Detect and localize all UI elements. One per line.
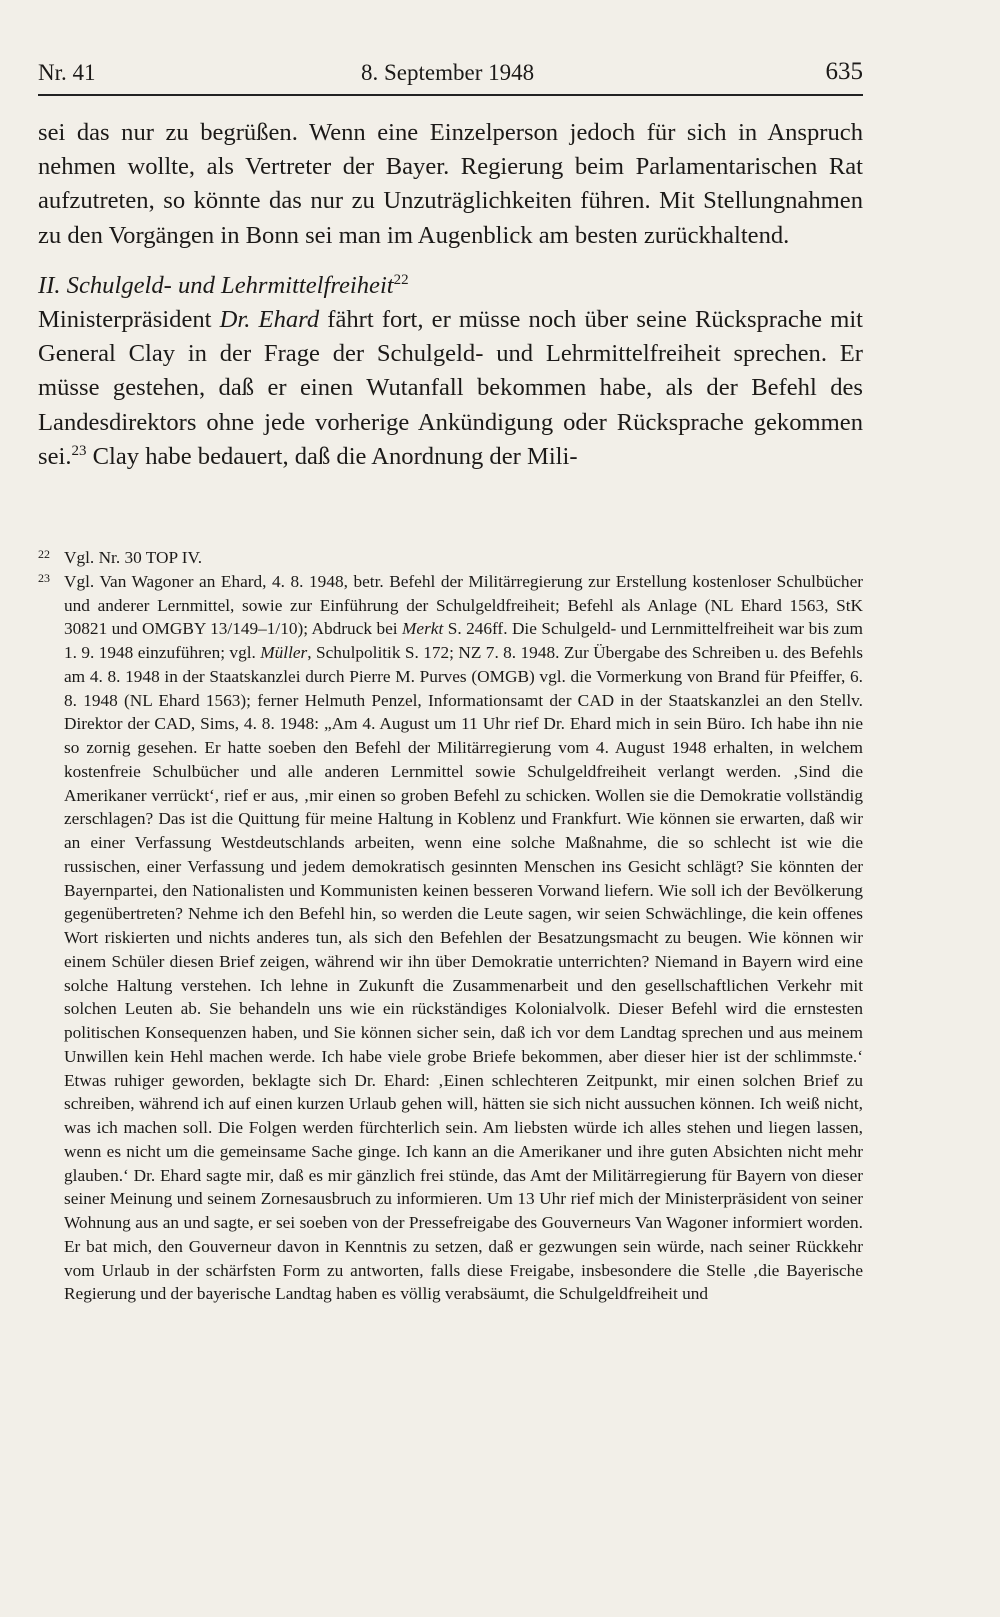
footnote-ref-22[interactable]: 22 <box>393 271 409 288</box>
running-header <box>38 56 863 96</box>
section-heading <box>38 269 863 303</box>
paragraph-2-middle: fährt fort, er müsse noch über seine Rücksprache mit General Clay in der Frage der Schulgeld- und Lehrmittelfreiheit sprechen. Er müsse gestehen, daß er einen Wutanfall bekommen habe, als der Befehl des Landesdirektors ohne jede vorherige Ankündigung oder Rücksprache gekommen sei. <box>38 306 863 470</box>
footnotes <box>38 546 863 1306</box>
paragraph-2 <box>38 303 863 474</box>
header-rule <box>38 94 863 96</box>
cited-author-mueller: Müller <box>260 643 308 662</box>
footnote-text: Vgl. Nr. 30 TOP IV. <box>64 548 203 567</box>
header-date: 8. September 1948 <box>361 60 535 85</box>
paragraph-1: sei das nur zu begrüßen. Wenn eine Einzelperson jedoch für sich in Anspruch nehmen wollte, als Vertreter der Bayer. Regierung beim Parlamentarischen Rat aufzutreten, so könnte das nur zu Unzuträglichkeiten führen. Mit Stellungnahmen zu den Vorgängen in Bonn sei man im Augenblick am besten zurückhaltend. <box>38 119 863 249</box>
paragraph-2-start: Ministerpräsident <box>38 306 220 334</box>
footnote-number: 23 <box>38 570 50 585</box>
footnote-text-part-2: S. 246ff. Die Schulgeld- und Lernmittelfreiheit war bis zum 1. 9. 1948 einzuführen; vgl. <box>64 619 863 662</box>
cited-author-merkt: Merkt <box>402 619 444 639</box>
footnote-text-part-3: , Schulpolitik S. 172; NZ 7. 8. 1948. Zur Übergabe des Schreiben u. des Befehls am 4. 8. 1948 in der Staatskanzlei durch Pierre M. Purves (OMGB) vgl. die Vormerkung von Brand für Pfeiffer, 6. 8. 1948 (NL Ehard 1563); ferner Helmuth Penzel, Informationsamt der CAD in der Staatskanzlei an den Stellv. Direktor der CAD, Sims, 4. 8. 1948: „Am 4. August um 11 Uhr rief Dr. Ehard mich in sein Büro. Ich habe ihn nie so zornig gesehen. Er hatte soeben den Befehl der Militärregierung vom 4. August 1948 erhalten, in welchem kostenfreie Schulbücher und alle anderen Lernmittel sowie Schulgeldfreiheit verlangt werden. ‚Sind die Amerikaner verrückt‘, rief er aus, ‚mir einen so groben Befehl zu schicken. Wollen sie die Demokratie vollständig zerschlagen? Das ist die Quittung für meine Haltung in Koblenz und Frankfurt. Wie können sie erwarten, daß wir an einer Verfassung Westdeutschlands arbeiten, wenn eine solche Maßnahme, die so schlecht ist wie die russischen, einer Verfassung und jedem demokratisch gesinnten Menschen ins Gesicht schlägt? Sie könnten der Bayernpartei, den Nationalisten und Kommunisten keinen besseren Vorwand liefern. Wie soll ich der Bevölkerung gegenübertreten? Nehme ich den Befehl hin, so werden die Leute sagen, wir seien Schwächlinge, die kein offenes Wort riskierten und nichts anderes tun, als sich den Befehlen der Besatzungsmacht zu beugen. Wie können wir einem Schüler diesen Brief zeigen, während wir ihn über Demokratie unterrichten? Niemand in Bayern wird eine solche Haltung verstehen. Ich lehne in Zukunft die Zusammenarbeit und den gesellschaftlichen Verkehr mit solchen Leuten ab. Sie behandeln uns wie ein rückständiges Kolonialvolk. Dieser Befehl wird die ernstesten politischen Konsequenzen haben, und Sie können sicher sein, daß ich vor dem Landtag sprechen und aus meinem Unwillen kein Hehl machen werde. Ich habe viele grobe Briefe bekommen, aber dieser hier ist der schlimmste.‘ Etwas ruhiger geworden, beklagte sich Dr. Ehard: ‚Einen schlechteren Zeitpunkt, mir einen solchen Brief zu schreiben, während ich auf einen kurzen Urlaub gehen will, hätten sie sich nicht aussuchen können. Ich weiß nicht, was ich machen soll. Die Folgen werden fürchterlich sein. Am liebsten würde ich alles stehen und liegen lassen, wenn es nicht um die gemeinsame Sache ginge. Ich kann an die Amerikaner und ihre guten Absichten nicht mehr glauben.‘ Dr. Ehard sagte mir, daß es mir gänzlich frei stünde, das Amt der Militärregierung für Bayern von dieser seiner Meinung und seinem Zornesausbruch zu informieren. Um 13 Uhr rief mich der Ministerpräsident von seiner Wohnung aus an und sagte, er sei soeben von der Pressefreigabe des Gouverneurs Van Wagoner informiert worden. Er bat mich, den Gouverneur davon in Kenntnis zu setzen, daß er gezwungen sein würde, nach seiner Rückkehr vom Urlaub in der schärfsten Form zu antworten, falls diese Freigabe, insbesondere die Stelle ‚die Bayerische Regierung und der bayerische Landtag haben es völlig verabsäumt, die Schulgeldfreiheit und <box>64 643 863 1304</box>
page-number: 635 <box>825 58 863 85</box>
footnote-text-part-1: Vgl. Van Wagoner an Ehard, 4. 8. 1948, betr. Befehl der Militärregierung zur Erstellung kostenloser Schulbücher und anderer Lernmittel, sowie zur Einführung der Schulgeldfreiheit; Befehl als Anlage (NL Ehard 1563, StK 30821 und OMGBY 13/149–1/10); Abdruck bei <box>64 571 863 639</box>
person-name: Dr. Ehard <box>219 306 320 334</box>
footnote-ref-23[interactable]: 23 <box>71 442 87 459</box>
footnote-22 <box>38 546 863 570</box>
footnote-23 <box>38 570 863 1306</box>
paragraph-2-end: Clay habe bedauert, daß die Anordnung der Mili- <box>86 442 578 470</box>
section-heading-text: II. Schulgeld- und Lehrmittelfreiheit <box>38 271 394 299</box>
document-number: Nr. 41 <box>38 60 96 85</box>
footnote-number: 22 <box>38 547 50 561</box>
main-text <box>38 116 863 474</box>
